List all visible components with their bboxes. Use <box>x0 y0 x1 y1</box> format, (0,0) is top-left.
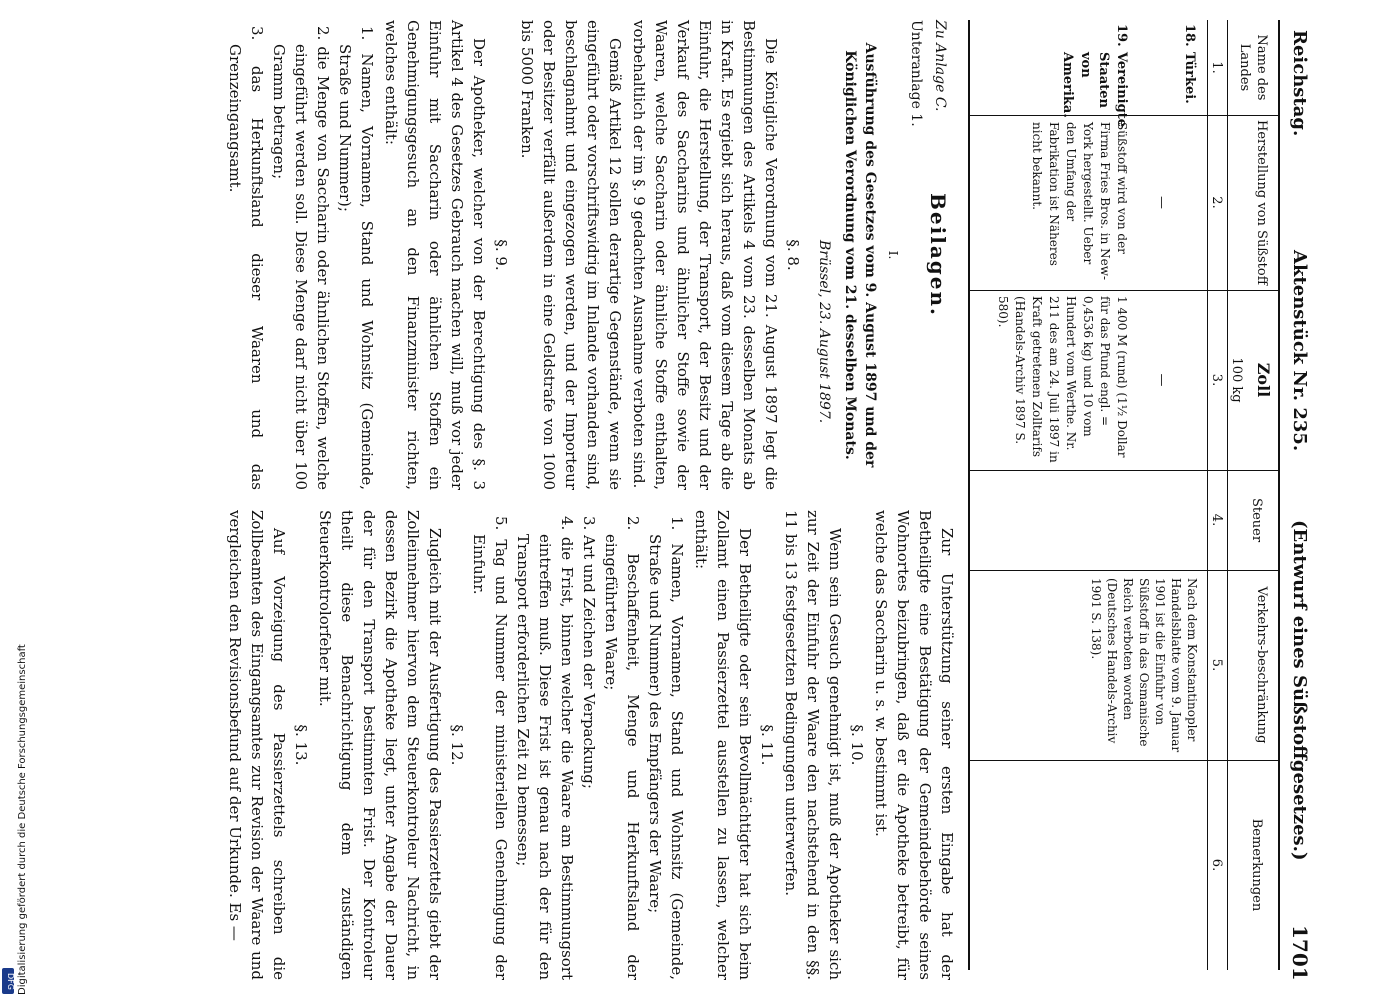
col-header-herstellung: Herstellung von Süßstoff <box>1254 120 1269 285</box>
col-header-bemerkungen: Bemerkungen <box>1249 818 1264 912</box>
section-9-item-1: 1. Namen, Vornamen, Stand und Wohnsitz (Gemeinde, Straße und Nummer); <box>336 26 376 490</box>
row-18-country: Türkei. <box>1182 52 1197 104</box>
beilagen-left-column <box>224 20 804 490</box>
row-19-country: Vereinigte Staaten von Amerika. <box>1060 52 1129 127</box>
row-18-verkehr: Nach dem Konstantinopler Handelsblatte vom 9. Januar 1901 ist die Einfuhr von Süßstoff in das Osmanische Reich verboten worden (Deutsches Handels-Archiv 1901 S. 138). <box>1089 578 1199 753</box>
col-sep-3 <box>970 470 1280 471</box>
col-num-3: 3. <box>1209 373 1224 387</box>
section-12-head: §. 12. <box>448 724 466 766</box>
header-left: Reichstag. <box>1289 30 1310 137</box>
page-number: 1701 <box>1288 925 1312 981</box>
row-19-herstellung: Süßstoff wird von der Firma Fries Bros. in New-York hergestellt. Ueber den Umfang der Fabrikation ist Näheres nicht bekannt. <box>1030 122 1129 281</box>
section-9-item-2: 2. die Menge von Saccharin oder ähnlichen Stoffen, welche eingeführt werden soll. Diese Menge darf nicht über 100 Gramm betragen; <box>270 26 332 490</box>
header-right-paren: (Entwurf eines Süßstoffgesetzes.) <box>1289 520 1310 861</box>
section-11-item-3: 3. Art und Zeichen der Verpackung; <box>580 516 598 789</box>
col-num-1: 1. <box>1209 61 1224 74</box>
section-11-para: Der Betheiligte oder sein Bevollmächtigter hat sich beim Zollamt einen Passierzettel ausstellen zu lassen, welcher enthält: <box>692 510 754 980</box>
table-top-rule <box>1278 20 1280 970</box>
section-9-para-1: Der Apotheker, welcher von der Berechtigung des §. 3 Artikel 4 des Gesetzes Gebrauch machen will, muß vor jeder Einfuhr mit Saccharin oder ähnlichen Stoffen ein Genehmigungsgesuch an den Finanzminister richten, welches enthält: <box>382 20 488 490</box>
row-19-zoll: 1 400 M (rund) (1½ Dollar für das Pfund engl. = 0,4536 kg) und 10 vom Hundert vom Werthe. Nr. 211 des am 24. Juli 1897 in Kraft getretenen Zolltarifs (Handels-Archiv 1897 S. 580). <box>996 296 1129 463</box>
section-11-item-5: 5. Tag und Nummer der ministeriellen Genehmigung der Einfuhr. <box>470 516 510 980</box>
section-10-head: §. 10. <box>848 724 866 766</box>
col-header-steuer: Steuer <box>1249 497 1264 543</box>
place-date: Brüssel, 23. August 1897. <box>816 240 832 424</box>
beilagen-right-column <box>222 510 958 980</box>
section-13-para: Auf Vorzeigung des Passierzettels schreiben die Zollbeamten des Eingangsamtes zur Revision der Waare und vergleichen den Revisionsbefund auf der Urkunde. Es — <box>226 510 288 980</box>
section-13-head: §. 13. <box>292 724 310 766</box>
col-header-verkehr: Verkehrs-beschränkung <box>1254 586 1269 744</box>
zu-anlage-label: Zu Anlage C. <box>932 20 948 112</box>
attribution-text: Digitalisierung gefördert durch die Deutsche Forschungsgemeinschaft <box>17 644 28 995</box>
col-num-4: 4. <box>1209 513 1224 527</box>
beilagen-roman: I. <box>886 250 900 260</box>
row-18-zoll-dash: — <box>1154 373 1169 387</box>
col-sep-4 <box>970 570 1280 571</box>
dfg-logo: DFG <box>2 968 14 994</box>
col-header-land: Name des Landes <box>1237 34 1269 101</box>
col-num-2: 2. <box>1209 196 1224 209</box>
table-head-rule <box>1227 20 1228 970</box>
attribution-sidebar <box>0 600 28 1000</box>
row-19-num: 19. <box>1114 24 1129 47</box>
section-8-para-2: Gemäß Artikel 12 sollen derartige Gegenstände, wenn sie eingeführt oder vorschriftswidrig im Inlande vorhanden sind, beschlagnahmt und eingezogen werden, und der Importeur oder Besitzer verfällt außerdem in eine Geldstrafe von 1000 bis 5000 Franken. <box>518 20 624 490</box>
col-sep-5 <box>970 760 1280 761</box>
section-11-item-1: 1. Namen, Vornamen, Stand und Wohnsitz (Gemeinde, Straße und Nummer) des Empfängers der Waare; <box>646 516 686 980</box>
row-18-herstellung-dash: — <box>1154 196 1169 209</box>
section-10-para: Wenn sein Gesuch genehmigt ist, muß der Apotheker sich zur Zeit der Einfuhr der Waare den nachstehend in den §§. 11 bis 13 festgesetzten Bedingungen unterwerfen. <box>782 510 844 980</box>
section-8-para-1: Die Königliche Verordnung vom 21. August 1897 legt die Bestimmungen des Artikels 4 vom 23. desselben Monats ab in Kraft. Es ergiebt sich heraus, daß vom diesem Tage ab die Einfuhr, die Herstellung, der Transport, der Besitz und der Verkauf des Saccharins und ähnlicher Stoffe sowie der Waaren, welche Saccharin oder ähnliche Stoffe enthalten, vorbehaltlich der im §. 9 gedachten Ausnahme verboten sind. <box>630 20 780 490</box>
col-num-6: 6. <box>1209 858 1224 872</box>
section-12-para: Zugleich mit der Ausfertigung des Passierzettels giebt der Zolleinnehmer hiervon dem Steuerkontroleur Nachricht, in dessen Bezirk die Apotheke liegt, unter Angabe der Dauer der für den Transport bestimmten Frist. Der Kontroleur theilt diese Benachrichtigung dem zuständigen Steuerkontrolorfeher mit. <box>316 510 444 980</box>
col-header-zoll: Zoll <box>1254 362 1273 398</box>
section-8-head: §. 8. <box>784 239 802 271</box>
section-11-head: §. 11. <box>758 724 776 766</box>
beilagen-title: Beilagen. <box>926 193 950 317</box>
row-18-num: 18. <box>1182 24 1197 47</box>
header-center: Aktenstück Nr. 235. <box>1289 250 1310 452</box>
section-9-head: §. 9. <box>492 239 510 271</box>
unteranlage-label: Unteranlage 1. <box>908 20 924 127</box>
right-intro: Zur Unterstützung seiner ersten Eingabe hat der Betheiligte eine Bestätigung der Gemeindebehörde seines Wohnortes beizubringen, daß er die Apotheke betreibt, für welche das Saccharin u. s. w. bestimmt ist. <box>872 510 956 980</box>
beilagen-subtitle: Ausführung des Gesetzes vom 9. August 1897 und der Königlichen Verordnung vom 21. desselben Monats. <box>842 42 878 468</box>
section-11-item-2: 2. Beschaffenheit, Menge und Herkunftsland der eingeführten Waare; <box>602 516 642 980</box>
col-header-zoll-unit: 100 kg <box>1229 357 1244 403</box>
table-bottom-rule <box>968 20 970 970</box>
section-9-item-3: 3. das Herkunftsland dieser Waaren und das Grenzeingangsamt. <box>226 26 266 490</box>
section-11-item-4: 4. die Frist, binnen welcher die Waare am Bestimmungsort eintreffen muß. Diese Frist ist genau nach der für den Transport erforderlichen Zeit zu bemessen; <box>514 516 576 980</box>
col-num-5: 5. <box>1209 658 1224 672</box>
